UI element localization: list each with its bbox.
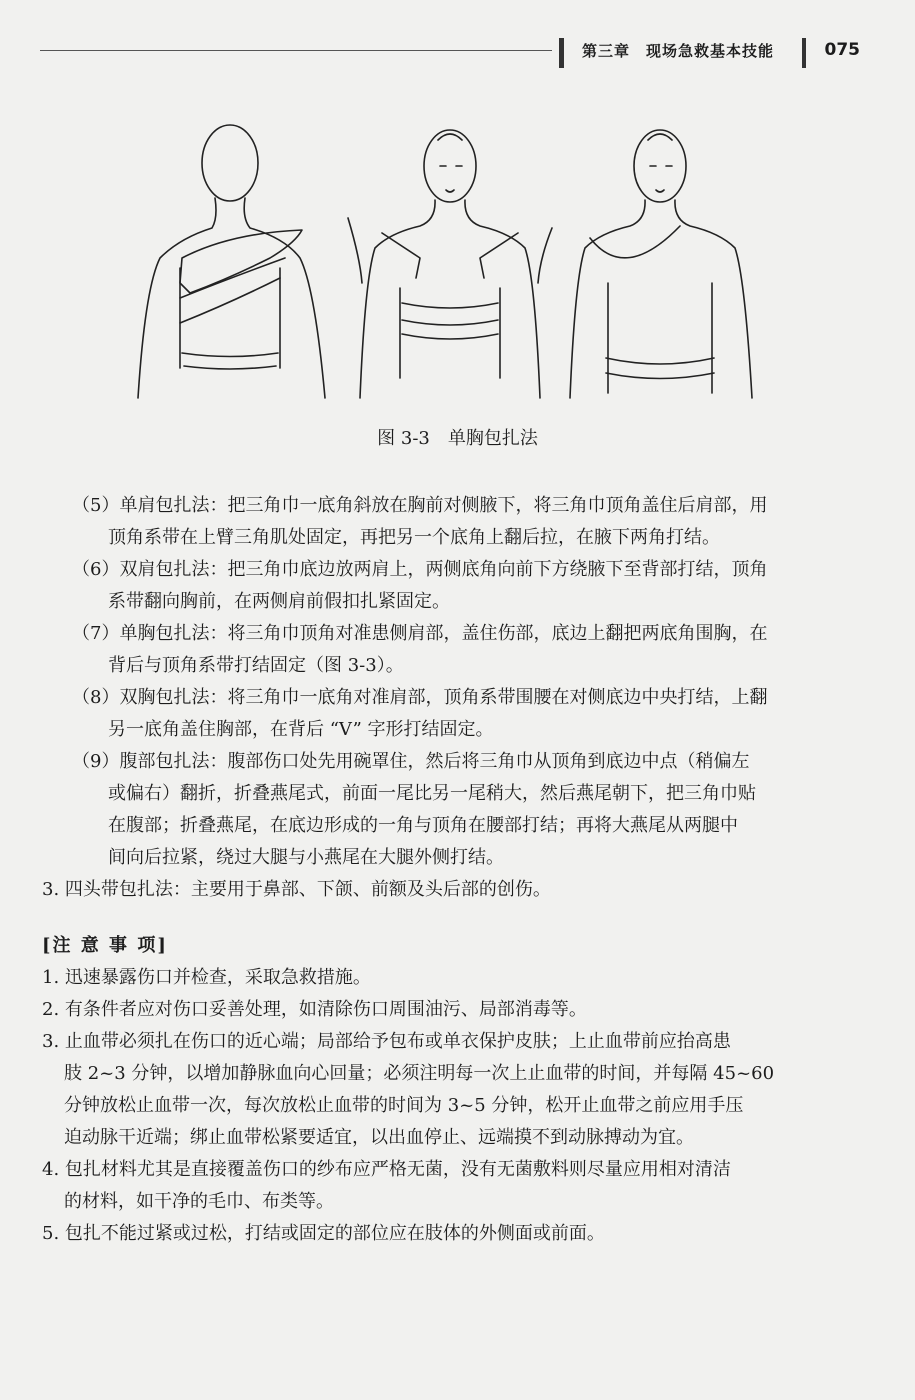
text-line: （9）腹部包扎法：腹部伤口处先用碗罩住，然后将三角巾从顶角到底边中点（稍偏左: [72, 751, 750, 772]
text-line: 另一底角盖住胸部，在背后 “V” 字形打结固定。: [108, 719, 494, 740]
header-bar: [802, 38, 806, 68]
front-view-figure-right: [570, 130, 752, 398]
text-line: 间向后拉紧，绕过大腿与小燕尾在大腿外侧打结。: [108, 847, 504, 868]
note-item-3: [42, 1026, 852, 1154]
text-line: 在腹部；折叠燕尾，在底边形成的一角与顶角在腰部打结；再将大燕尾从两腿中: [108, 815, 738, 836]
main-text: [42, 490, 852, 1250]
running-header: [40, 38, 870, 72]
bandage-illustration: [120, 108, 780, 408]
paragraph-item-6: [42, 554, 852, 618]
text-line: 分钟放松止血带一次，每次放松止血带的时间为 3~5 分钟，松开止血带之前应用手压: [64, 1095, 744, 1116]
paragraph-item-8: [42, 682, 852, 746]
paragraph-item-5: [42, 490, 852, 554]
figure-caption: 图 3-3 单胸包扎法: [377, 428, 538, 449]
text-line: 4. 包扎材料尤其是直接覆盖伤口的纱布应严格无菌，没有无菌敷料则尽量应用相对清洁: [42, 1159, 731, 1180]
note-item: 5. 包扎不能过紧或过松，打结或固定的部位应在肢体的外侧面或前面。: [42, 1223, 605, 1244]
paragraph-item-7: [42, 618, 852, 682]
text-line: 3. 止血带必须扎在伤口的近心端；局部给予包布或单衣保护皮肤；上止血带前应抬高患: [42, 1031, 731, 1052]
paragraph-item-9: [42, 746, 852, 874]
text-line: 肢 2~3 分钟，以增加静脉血向心回量；必须注明每一次上止血带的时间，并每隔 45~60: [64, 1063, 775, 1084]
chapter-title: 第三章 现场急救基本技能: [581, 42, 774, 60]
text-line: （5）单肩包扎法：把三角巾一底角斜放在胸前对侧腋下，将三角巾顶角盖住后肩部，用: [72, 495, 768, 516]
figure-illustration: [120, 108, 780, 408]
text-line: 的材料，如干净的毛巾、布类等。: [64, 1191, 334, 1212]
text-line: 顶角系带在上臂三角肌处固定，再把另一个底角上翻后拉，在腋下两角打结。: [108, 527, 720, 548]
note-item: 2. 有条件者应对伤口妥善处理，如清除伤口周围油污、局部消毒等。: [42, 999, 587, 1020]
text-line: 或偏右）翻折，折叠燕尾式，前面一尾比另一尾稍大，然后燕尾朝下，把三角巾贴: [108, 783, 756, 804]
text-line: 系带翻向胸前，在两侧肩前假扣扎紧固定。: [108, 591, 450, 612]
text-line: 背后与顶角系带打结固定（图 3-3）。: [108, 655, 404, 676]
text-line: （6）双肩包扎法：把三角巾底边放两肩上，两侧底角向前下方绕腋下至背部打结，顶角: [72, 559, 768, 580]
note-item-4: [42, 1154, 852, 1218]
text-line: 迫动脉干近端；绑止血带松紧要适宜，以出血停止、远端摸不到动脉搏动为宜。: [64, 1127, 694, 1148]
text-line: （7）单胸包扎法：将三角巾顶角对准患侧肩部，盖住伤部，底边上翻把两底角围胸，在: [72, 623, 768, 644]
page-number: 075: [824, 40, 860, 60]
header-rule: [40, 50, 552, 51]
notes-heading: [注 意 事 项]: [42, 935, 168, 956]
text-line: （8）双胸包扎法：将三角巾一底角对准肩部，顶角系带围腰在对侧底边中央打结，上翻: [72, 687, 768, 708]
note-item: 1. 迅速暴露伤口并检查，采取急救措施。: [42, 967, 371, 988]
front-view-figure-left: [348, 130, 552, 398]
header-bar: [559, 38, 564, 68]
back-view-figure: [138, 125, 325, 398]
paragraph-section-3: 3. 四头带包扎法：主要用于鼻部、下颌、前额及头后部的创伤。: [42, 879, 551, 900]
